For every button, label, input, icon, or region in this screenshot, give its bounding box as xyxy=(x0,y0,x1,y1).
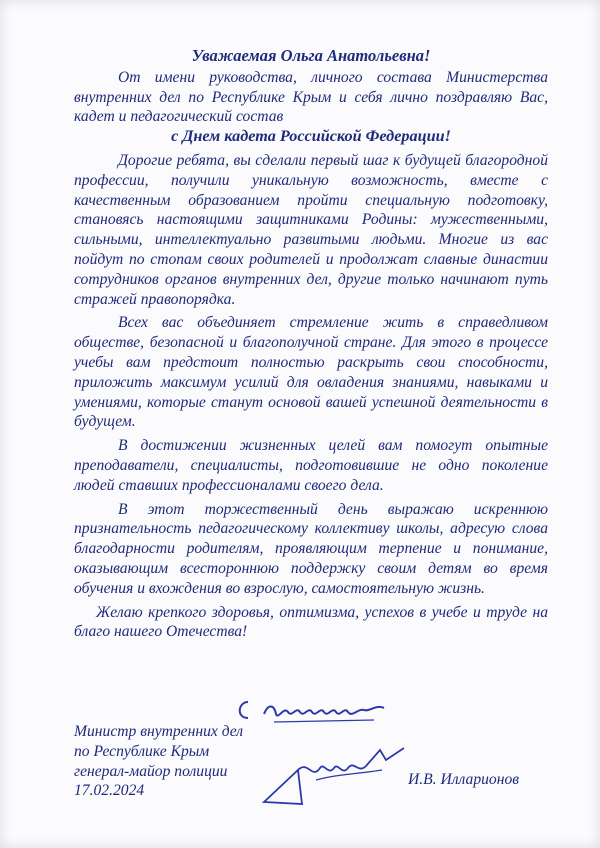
signer-title-2: по Республике Крым xyxy=(74,742,210,760)
paragraph-3: В достижении жизненных целей вам помогут опытные преподаватели, специалисты, подготовившие не одно поколение людей ставших профессионалами своего дела. xyxy=(74,437,548,494)
paragraph-4: В этот торжественный день выражаю искреннюю признательность педагогическому коллективу школы, адресую слова благодарности родителям, проявляющим терпение и понимание, оказывающим всестороннюю поддержку своим детям во время обучения и вхождения во взрослую, самостоятельную жизнь. xyxy=(74,500,548,597)
signature-date: 17.02.2024 xyxy=(74,782,145,800)
signer-name: И.В. Илларионов xyxy=(408,771,520,788)
signer-title-1: Министр внутренних дел xyxy=(74,723,244,740)
greeting: Уважаемая Ольга Анатольевна! xyxy=(191,46,431,65)
paragraph-1: Дорогие ребята, вы сделали первый шаг к будущей благородной профессии, получили уникальную возможность, вместе с качественным образованием пройти специальную подготовку, становясь настоящими защитниками Родины: мужественными, сильными, интеллектуально развитыми людьми. Многие из вас пойдут по стопам своих родителей и продолжат славные династии сотрудников органов внутренних дел, другие только начинают путь стражей правопорядка. xyxy=(74,151,548,308)
handwritten-regards xyxy=(234,694,404,730)
paragraph-2: Всех вас объединяет стремление жить в справедливом обществе, безопасной и благополучной стране. Для этого в процессе учебы вам предстоит полностью раскрыть свои способности, приложить максимум усилий для овладения знаниями, навыками и умениями, которые станут основой вашей успешной деятельности в будущем. xyxy=(74,314,548,431)
signature-scribble xyxy=(258,740,408,810)
signature-block xyxy=(74,722,243,801)
intro-paragraph: От имени руководства, личного состава Министерства внутренних дел по Республике Крым и себя лично поздравляю Вас, кадет и педагогический состав xyxy=(74,68,548,126)
paragraph-5: Желаю крепкого здоровья, оптимизма, успехов в учебе и труде на благо нашего Отечества! xyxy=(74,603,548,641)
letter-body xyxy=(74,46,548,642)
holiday-line: с Днем кадета Российской Федерации! xyxy=(171,127,451,146)
signer-title-3: генерал-майор полиции xyxy=(74,762,228,780)
